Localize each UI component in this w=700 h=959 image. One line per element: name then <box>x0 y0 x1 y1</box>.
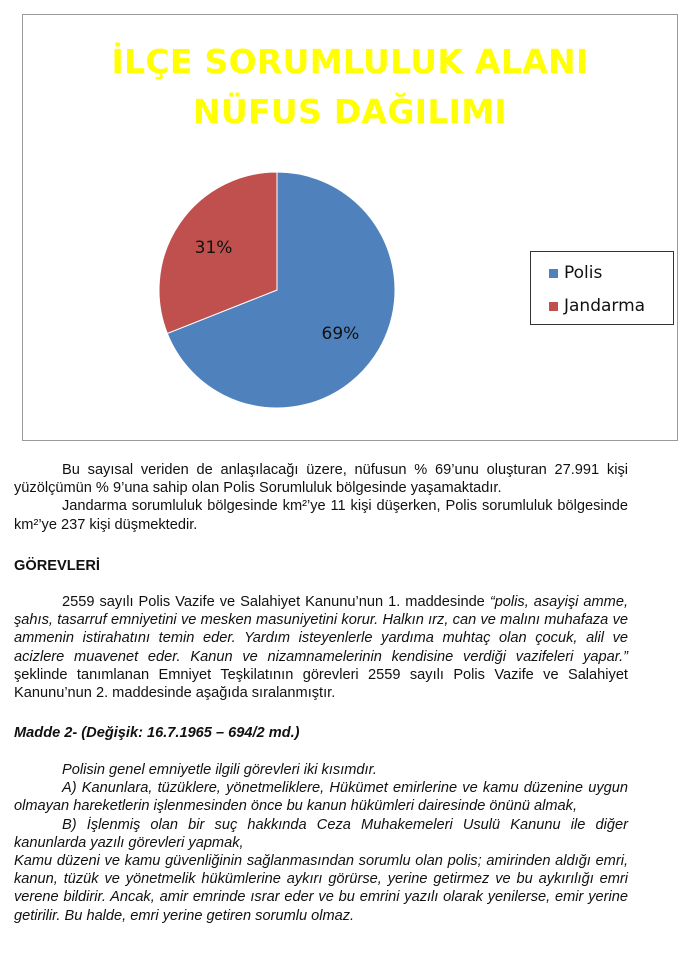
law-lead-text: 2559 sayılı Polis Vazife ve Salahiyet Kanunu’nun 1. maddesinde <box>62 594 490 610</box>
paragraph-duty-a: A) Kanunlara, tüzüklere, yönetmeliklere, Hükümet emirlerine ve kamu düzenine uygun olmayan hareketlerin işlenmesinden önce bu kanun hükümleri dairesinde önünü almak, <box>14 780 628 815</box>
article-paragraphs <box>14 761 628 925</box>
pie-chart <box>23 15 677 440</box>
paragraph-duty-b: B) İşlenmiş olan bir suç hakkında Ceza Muhakemeleri Usulü Kanunu ile diğer kanunlarda yazılı görevleri yapmak, <box>14 816 628 851</box>
paragraph-duties-intro: Polisin genel emniyetle ilgili görevleri iki kısımdır. <box>62 762 377 778</box>
pie-label-jandarma: 31% <box>194 237 233 258</box>
section-heading: GÖREVLERİ <box>14 558 100 574</box>
legend-label-polis: Polis <box>564 263 603 283</box>
pie-chart-panel <box>22 14 678 441</box>
legend-item-jandarma <box>549 294 645 318</box>
article-heading: Madde 2- (Değişik: 16.7.1965 – 694/2 md.) <box>14 725 300 741</box>
intro-paragraphs <box>14 461 628 534</box>
paragraph-population: Bu sayısal veriden de anlaşılacağı üzere, nüfusun % 69’unu oluşturan 27.991 kişi yüzölçümün % 9’una sahip olan Polis Sorumluluk bölgesinde yaşamaktadır. <box>14 462 628 497</box>
chart-legend <box>530 251 674 325</box>
legend-swatch-polis <box>549 269 558 278</box>
law-tail-text: şeklinde tanımlanan Emniyet Teşkilatının görevleri 2559 sayılı Polis Vazife ve Salahiyet Kanunu’nun 2. maddesinde aşağıda sıralanmıştır. <box>14 666 628 702</box>
legend-item-polis <box>549 261 602 285</box>
paragraph-orders: Kamu düzeni ve kamu güvenliğinin sağlanmasından sorumlu olan polis; amirinden aldığı emri, kanun, tüzük ve yönetmelik hükümlerine aykırı görürse, yerine getirmez ve bu aykırılığı emri verene bildirir. Ancak, amir emrinde ısrar eder ve bu emrini yazılı olarak yenilerse, emir yerine getirilir. Bu halde, emri yerine getiren sorumlu olmaz. <box>14 853 628 924</box>
paragraph-density: Jandarma sorumluluk bölgesinde km²’ye 11 kişi düşerken, Polis sorumluluk bölgesinde km²’ye 237 kişi düşmektedir. <box>14 498 628 533</box>
chart-title-line-1: İLÇE SORUMLULUK ALANI <box>111 42 589 81</box>
pie-label-polis: 69% <box>321 324 360 345</box>
chart-title-line-2: NÜFUS DAĞILIMI <box>193 92 507 131</box>
law-quote-text: “polis, asayişi amme, şahıs, tasarruf emniyetini ve mesken masuniyetini korur. Halkın ırz, can ve malını muhafaza ve ammenin istirahatını temin eder. Yardım isteyenlerle yardıma muhtaç olan çocuk, alil ve acizlere muavenet eder. Kanun ve nizamnamelerinin kendisine verdiği vazifeleri yapar.” <box>14 594 628 665</box>
legend-swatch-jandarma <box>549 302 558 311</box>
paragraph-law <box>14 593 628 702</box>
legend-label-jandarma: Jandarma <box>564 296 646 316</box>
